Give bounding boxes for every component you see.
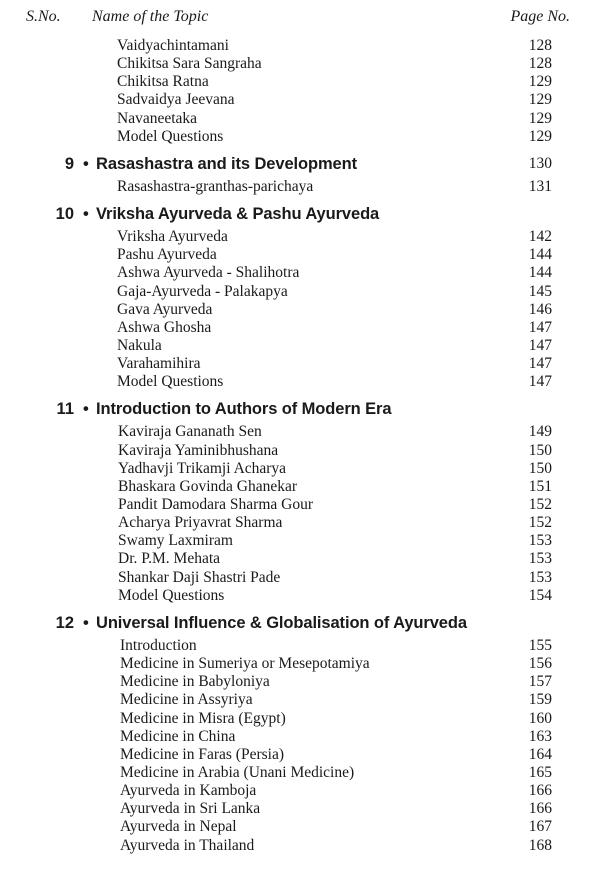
toc-entry [0,319,600,337]
entry-title: Chikitsa Ratna [117,73,209,91]
entry-page-number: 147 [528,355,552,373]
entry-title: Pandit Damodara Sharma Gour [118,496,313,513]
chapter-number: 12 [55,613,74,632]
entry-title: Ashwa Ayurveda - Shalihotra [117,264,300,282]
toc-entry [0,746,600,764]
chapter-heading [0,153,600,175]
page-column-heading: Page No. [510,8,570,25]
toc-entry [0,673,600,691]
entry-page-number: 150 [528,459,552,477]
entry-page-number: 129 [528,73,552,91]
entry-title: Ayurveda in Nepal [120,818,237,836]
entry-title: Ayurveda in Sri Lanka [120,800,261,818]
toc-entry [0,178,600,196]
toc-entry [0,728,600,746]
entry-title: Medicine in Faras (Persia) [120,745,284,763]
toc-entry [0,110,600,128]
toc-entry [0,55,600,73]
entry-title: Medicine in Arabia (Unani Medicine) [120,763,355,781]
entry-page-number: 154 [528,586,552,604]
entry-page-number: 129 [528,127,552,145]
entry-page-number: 153 [528,568,552,586]
toc-entry [0,460,600,478]
toc-entry [0,569,600,587]
entry-page-number: 164 [528,745,552,763]
entry-page-number: 163 [528,727,552,745]
toc-entry [0,587,600,605]
entry-title: Kaviraja Yaminibhushana [118,441,279,459]
entry-title: Nakula [117,336,162,354]
entry-title: Ayurveda in Kamboja [120,782,257,800]
entry-page-number: 142 [528,228,552,246]
entry-page-number: 144 [528,264,552,282]
toc-entry [0,655,600,673]
entry-page-number: 166 [528,782,552,800]
toc-entry [0,514,600,532]
entry-title: Gaja-Ayurveda - Palakapya [117,282,288,300]
chapter-title: Vriksha Ayurveda & Pashu Ayurveda [96,205,380,224]
entry-title: Yadhavji Trikamji Acharya [118,459,287,477]
toc-entry [0,283,600,301]
chapter-number: 10 [55,205,74,224]
entry-title: Introduction [120,636,197,654]
entry-page-number: 129 [528,109,552,127]
entry-title: Model Questions [117,373,224,391]
entry-title: Vriksha Ayurveda [117,228,228,246]
toc-entry [0,532,600,550]
toc-entry [0,264,600,282]
toc-entry [0,37,600,55]
entry-title: Model Questions [118,586,225,604]
chapter-heading [0,612,600,634]
toc-entry [0,478,600,496]
entry-page-number: 149 [528,423,552,441]
toc-entry [0,637,600,655]
chapter-page-number: 130 [528,154,552,172]
toc-entry [0,818,600,836]
toc-entry [0,73,600,91]
entry-title: Ashwa Ghosha [117,318,212,336]
entry-page-number: 153 [528,550,552,568]
entry-page-number: 144 [528,246,552,264]
entry-title: Varahamihira [117,355,201,373]
entry-page-number: 128 [528,55,552,73]
entry-title: Medicine in Babyloniya [120,673,270,691]
entry-title: Swamy Laxmiram [118,532,233,550]
toc-entry [0,550,600,568]
toc-entry [0,128,600,146]
entry-page-number: 128 [528,37,552,54]
entry-title: Gava Ayurveda [117,300,213,318]
chapter-title: Introduction to Authors of Modern Era [96,400,392,419]
toc-entry [0,373,600,391]
entry-title: Ayurveda in Thailand [120,836,255,854]
entry-page-number: 156 [528,655,552,672]
entry-page-number: 166 [528,800,552,818]
entry-title: Rasashastra-granthas-parichaya [117,177,314,195]
toc-entry [0,800,600,818]
toc-entry [0,228,600,246]
entry-title: Medicine in Sumeriya or Mesepotamiya [120,655,370,672]
entry-page-number: 155 [528,636,552,654]
topic-column-heading: Name of the Topic [92,8,209,25]
toc-entry [0,496,600,514]
bullet-icon: • [83,154,89,173]
entry-title: Chikitsa Sara Sangraha [117,55,262,73]
entry-page-number: 168 [528,836,552,854]
entry-title: Acharya Priyavrat Sharma [118,514,283,532]
entry-title: Medicine in Assyriya [120,691,253,709]
toc-entry [0,301,600,319]
entry-page-number: 147 [528,336,552,354]
entry-title: Navaneetaka [117,109,198,127]
entry-page-number: 131 [528,177,552,195]
entry-page-number: 145 [528,282,552,300]
contents-header [0,8,600,32]
chapter-number: 11 [56,400,74,419]
chapter-title: Universal Influence & Globalisation of Ayurveda [96,613,467,632]
entry-page-number: 129 [528,91,552,109]
toc-entry [0,764,600,782]
entry-page-number: 152 [528,514,552,532]
sno-column-heading: S.No. [26,8,61,25]
entry-page-number: 147 [528,318,552,336]
toc-entry [0,355,600,373]
entry-title: Sadvaidya Jeevana [117,91,235,109]
entry-title: Medicine in Misra (Egypt) [120,709,286,727]
entry-page-number: 157 [528,673,552,691]
entry-page-number: 167 [528,818,552,836]
entry-page-number: 160 [528,709,552,727]
entry-title: Model Questions [117,127,224,145]
entry-title: Kaviraja Gananath Sen [118,423,262,441]
toc-entry [0,337,600,355]
toc-entry [0,691,600,709]
bullet-icon: • [83,205,89,224]
chapter-number: 9 [64,154,74,173]
entry-title: Shankar Daji Shastri Pade [118,568,281,586]
entry-title: Vaidyachintamani [117,37,229,54]
toc-entry [0,246,600,264]
toc-entry [0,710,600,728]
entry-page-number: 165 [528,763,552,781]
entry-title: Dr. P.M. Mehata [118,550,221,568]
toc-entry [0,837,600,855]
chapter-heading [0,203,600,225]
toc-entry [0,782,600,800]
entry-page-number: 147 [528,373,552,391]
chapter-title: Rasashastra and its Development [96,154,357,173]
toc-entry [0,423,600,441]
entry-page-number: 152 [528,496,552,513]
entry-title: Medicine in China [120,727,236,745]
entry-page-number: 146 [528,300,552,318]
entry-title: Bhaskara Govinda Ghanekar [118,477,298,495]
entry-title: Pashu Ayurveda [117,246,217,264]
toc-entry [0,442,600,460]
toc-entry [0,91,600,109]
entry-page-number: 153 [528,532,552,550]
bullet-icon: • [83,613,89,632]
chapter-heading [0,398,600,420]
entry-page-number: 151 [528,477,552,495]
entry-page-number: 159 [528,691,552,709]
entry-page-number: 150 [528,441,552,459]
bullet-icon: • [83,400,89,419]
